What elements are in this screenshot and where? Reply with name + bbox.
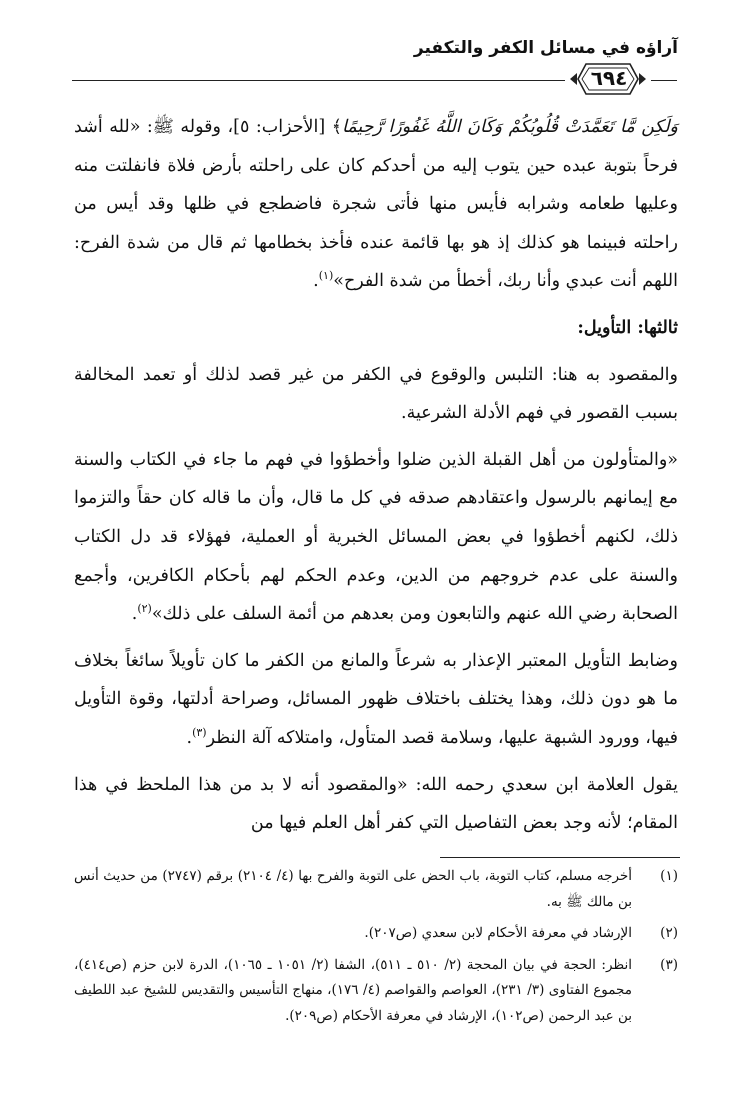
- paragraph-text: «والمتأولون من أهل القبلة الذين ضلوا وأخطؤوا في فهم ما جاء في الكتاب والسنة مع إيمانهم بالرسول واعتقادهم صدقه في كل ما قال، وأن ما قاله كان حقاً والتزموا ذلك، لكنهم أخطؤوا في بعض المسائل الخبرية أو العملية، فهؤلاء قد دل الكتاب والسنة على عدم خروجهم من الدين، وعدم الحكم لهم بأحكام الكافرين، وأجمع الصحابة رضي الله عنهم والتابعون ومن بعدهم من أئمة السلف على ذلك»: [74, 449, 678, 625]
- footnote-number: (٣): [660, 956, 678, 973]
- header-rule-end: [651, 80, 677, 81]
- footnote-text: انظر: الحجة في بيان المحجة (٢/ ٥١٠ ـ ٥١١)، الشفا (٢/ ١٠٥١ ـ ١٠٦٥)، الدرة لابن حزم (ص٤١٤)، مجموع الفتاوى (٣/ ٢٣١)، العواصم والقواصم (٤/ ١٧٦)، منهاج التأسيس والتقديس للشيخ عبد اللطيف بن عبد الرحمن (ص١٠٢)، الإرشاد في معرفة الأحكام (ص٢٠٩).: [74, 956, 633, 1024]
- quran-verse: وَلَكِن مَّا تَعَمَّدَتْ قُلُوبُكُمْ وَكَانَ اللَّهُ غَفُورًا رَّحِيمًا: [341, 117, 678, 137]
- footnote-separator: [440, 857, 680, 858]
- running-title: آراؤه في مسائل الكفر والتكفير: [413, 38, 678, 58]
- footnote-number: (١): [660, 868, 678, 884]
- paragraph-text: وضابط التأويل المعتبر الإعذار به شرعاً والمانع من الكفر ما كان تأويلاً سائغاً بخلاف ما هو دون ذلك، وهذا يختلف باختلاف ظهور المسائل، وصراحة أدلتها، وقوة التأويل فيها، وورود الشبهة عليها، وسلامة قصد المتأول، وامتلاكه آلة النظر: [74, 650, 678, 748]
- footnote-ref: (٢): [137, 602, 152, 616]
- footnotes: [74, 864, 678, 1036]
- footnote-text: الإرشاد في معرفة الأحكام لابن سعدي (ص٢٠٧).: [364, 925, 632, 942]
- footnote-ref: (٣): [192, 726, 207, 740]
- footnote-number: (٢): [660, 925, 678, 942]
- paragraph: وضابط التأويل المعتبر الإعذار به شرعاً والمانع من الكفر ما كان تأويلاً سائغاً بخلاف ما هو دون ذلك، وهذا يختلف باختلاف ظهور المسائل، وصراحة أدلتها، وقوة التأويل فيها، وورود الشبهة عليها، وسلامة قصد المتأول، وامتلاكه آلة النظر$^{(٣)}$.: [74, 650, 678, 748]
- footnote-text: أخرجه مسلم، كتاب التوبة، باب الحض على التوبة والفرح بها (٤/ ٢١٠٤) برقم (٢٧٤٧) من حديث أنس بن مالك ﷺ به.: [74, 868, 633, 910]
- footnote: [74, 953, 678, 1030]
- page-number: ٦٩٤: [590, 66, 628, 90]
- header-rule: [72, 80, 565, 81]
- paragraph: «والمتأولون من أهل القبلة الذين ضلوا وأخطؤوا في فهم ما جاء في الكتاب والسنة مع إيمانهم بالرسول واعتقادهم صدقه في كل ما قال، وأن ما قاله كان حقاً والتزموا ذلك، لكنهم أخطؤوا في بعض المسائل الخبرية أو العملية، فهؤلاء قد دل الكتاب والسنة على عدم خروجهم من الدين، وعدم الحكم لهم بأحكام الكافرين، وأجمع الصحابة رضي الله عنهم والتابعون ومن بعدهم من أئمة السلف على ذلك»$^{(٢)}$.: [74, 449, 678, 625]
- footnote: [74, 864, 678, 915]
- paragraph-text: ﴾ [الأحزاب: ٥]، وقوله ﷺ: «لله أشد فرحاً بتوبة عبده حين يتوب إليه من أحدكم كان على راحلته بأرض فلاة فانفلتت منه وعليها طعامه وشرابه فأيس منها فأتى شجرة فاضطجع في ظلها وقد أيس من راحلته فبينما هو كذلك إذ هو بها قائمة عنده فأخذ بخطامها ثم قال من شدة الفرح: اللهم أنت عبدي وأنا ربك، أخطأ من شدة الفرح»: [74, 117, 678, 292]
- footnote: [74, 921, 678, 947]
- main-text: [74, 108, 678, 843]
- paragraph: والمقصود به هنا: التلبس والوقوع في الكفر من غير قصد لذلك أو تعمد المخالفة بسبب القصور في فهم الأدلة الشرعية.: [74, 364, 678, 424]
- footnote-ref: (١): [318, 269, 334, 283]
- section-heading: ثالثها: التأويل:: [577, 317, 678, 338]
- paragraph: وَلَكِن مَّا تَعَمَّدَتْ قُلُوبُكُمْ وَكَانَ اللَّهُ غَفُورًا رَّحِيمًا﴾ [الأحزاب: ٥]، وقوله ﷺ: «لله أشد فرحاً بتوبة عبده حين يتوب إليه من أحدكم كان على راحلته بأرض فلاة فانفلتت منه وعليها طعامه وشرابه فأيس منها فأتى شجرة فاضطجع في ظلها وقد أيس من راحلته فبينما هو كذلك إذ هو بها قائمة عنده فأخذ بخطامها ثم قال من شدة الفرح: اللهم أنت عبدي وأنا ربك، أخطأ من شدة الفرح»$^{(١)}$.: [74, 117, 678, 292]
- paragraph: يقول العلامة ابن سعدي رحمه الله: «والمقصود أنه لا بد من هذا الملحظ في هذا المقام؛ لأنه وجد بعض التفاصيل التي كفر أهل العلم فيها من: [74, 774, 678, 834]
